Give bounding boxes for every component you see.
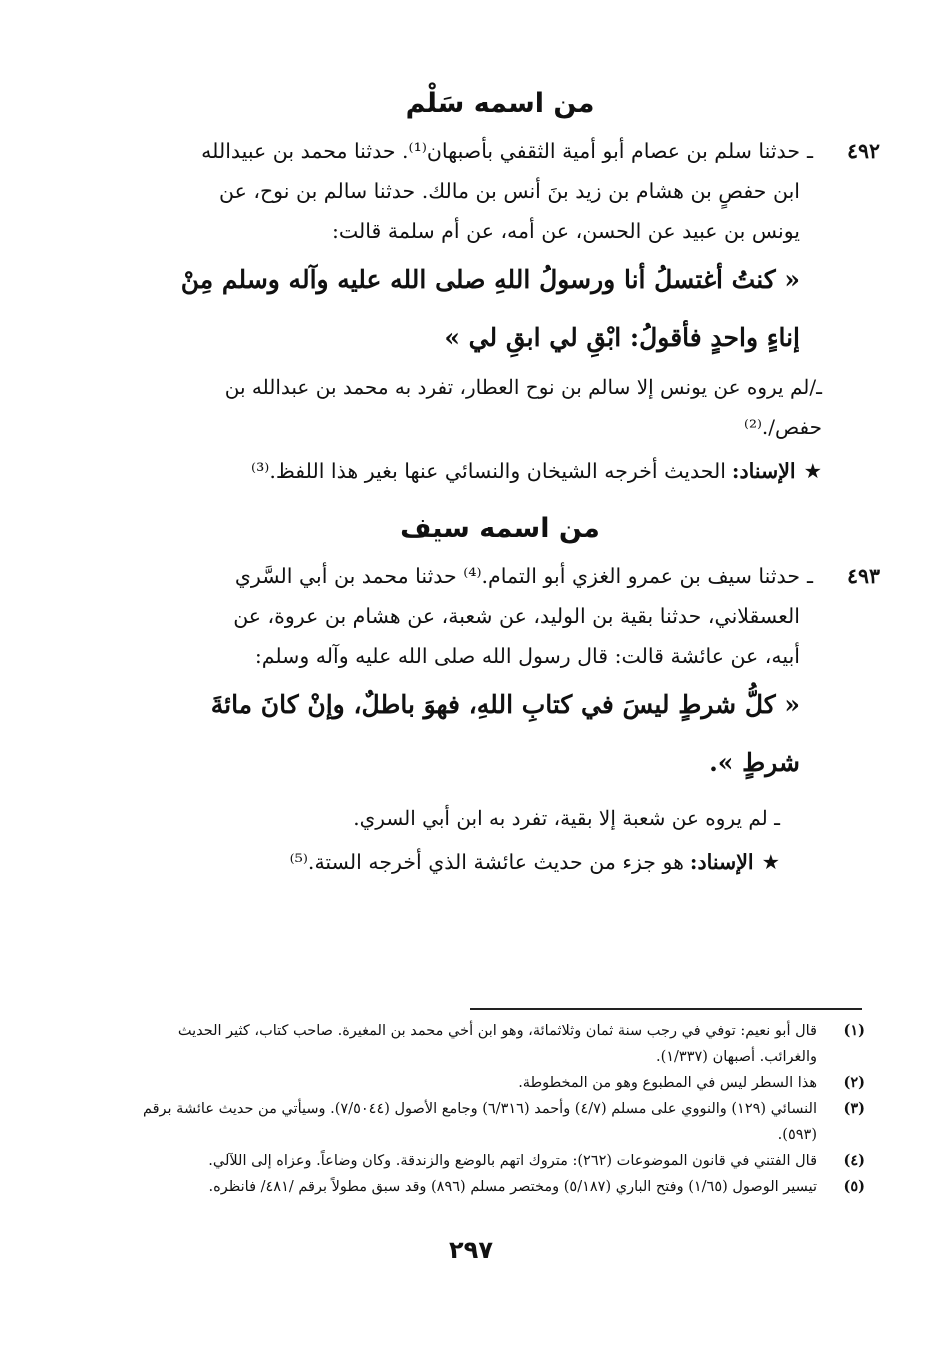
footnote-text: هذا السطر ليس في المطبوع وهو من المخطوطة. [518, 1075, 817, 1091]
hadith-text-line: شرطٍ ». [709, 748, 800, 777]
section-heading: من اسمه سيف [400, 513, 600, 544]
footnote-number: (٣) [843, 1100, 865, 1117]
footnote [120, 1096, 865, 1148]
hadith-entry-492 [120, 131, 880, 491]
chain-line: حدثنا سيف بن عمرو الغزي أبو التمام.⁽⁴⁾ حدثنا محمد بن أبي السَّري [234, 564, 800, 588]
hadith-text-line: إناءٍ واحدٍ فأقولُ: ابْقِ لي ابقِ لي » [444, 323, 800, 352]
footnote-number: (٢) [843, 1074, 865, 1091]
footnote [120, 1174, 865, 1200]
chain-line: ابن حفصٍ بن هشام بن زيد بنَ أنس بن مالك. حدثنا سالم بن نوح، عن [218, 179, 800, 203]
page-body [120, 70, 880, 888]
hadith-text-line: « كلُّ شرطٍ ليسَ في كتابِ اللهِ، فهوَ باطلٌ، وإنْ كانَ مائةَ [210, 690, 800, 719]
entry-dash: ـ [806, 139, 813, 163]
footnote-text: قال أبو نعيم: توفي في رجب سنة ثمان وثلاثمائة، وهو ابن أخي محمد بن المغيرة. صاحب كتاب، كثير الحديث والغرائب. أصبهان (١/٣٣٧). [177, 1023, 817, 1065]
star-icon: ★ [761, 850, 780, 874]
star-icon: ★ [803, 459, 822, 483]
footnote [120, 1070, 865, 1096]
entry-number: ٤٩٢ [846, 139, 880, 163]
isnad-text: الحديث أخرجه الشيخان والنسائي عنها بغير هذا اللفظ.⁽³⁾ [251, 459, 726, 483]
footnote [120, 1148, 865, 1174]
chain-line: حدثنا سلم بن عصام أبو أمية الثقفي بأصبهان⁽¹⁾. حدثنا محمد بن عبيدالله [201, 139, 800, 163]
footnote [120, 1018, 865, 1070]
isnad-line [120, 451, 880, 491]
footnote-number: (٤) [843, 1152, 865, 1169]
footnote-number: (٥) [843, 1178, 865, 1195]
chain-line: أبيه، عن عائشة قالت: قال رسول الله صلى الله عليه وآله وسلم: [254, 644, 800, 668]
footnote-text: قال الفتني في قانون الموضوعات (٢٦٢): متروك اتهم بالوضع والزندقة. وكان وضاعاً. وعزاه إلى اللآلي. [208, 1153, 817, 1169]
note-line: ـ/لم يروه عن يونس إلا سالم بن نوح العطار، تفرد به محمد بن عبدالله بن [224, 375, 822, 399]
footnote-text: النسائي (١٢٩) والنووي على مسلم (٤/٧) وأحمد (٦/٣١٦) وجامع الأصول (٧/٥٠٤٤). وسيأتي من حديث عائشة برقم (٥٩٣). [142, 1101, 817, 1143]
page-number: ٢٩٧ [449, 1236, 493, 1264]
note-line: حفص/.⁽²⁾ [744, 415, 822, 439]
footnote-text: تيسير الوصول (١/٦٥) وفتح الباري (٥/١٨٧) ومختصر مسلم (٨٩٦) وقد سبق مطولاً برقم /٤٨١/ فانظره. [208, 1179, 817, 1195]
hadith-entry-493 [120, 556, 880, 882]
isnad-label: الإسناد: [731, 459, 796, 483]
isnad-text: هو جزء من حديث عائشة الذي أخرجه الستة.⁽⁵⁾ [289, 850, 684, 874]
entry-number: ٤٩٣ [846, 564, 880, 588]
hadith-text-line: « كنتُ أغتسلُ أنا ورسولُ اللهِ صلى الله عليه وآله وسلم مِنْ [180, 265, 800, 294]
note-line: ـ لم يروه عن شعبة إلا بقية، تفرد به ابن أبي السري. [353, 806, 780, 830]
chain-line: يونس بن عبيد عن الحسن، عن أمه، عن أم سلمة قالت: [332, 219, 800, 243]
footnote-divider [470, 1008, 862, 1010]
entry-dash: ـ [806, 564, 813, 588]
footnote-number: (١) [843, 1022, 865, 1039]
footnotes [120, 1018, 865, 1200]
isnad-line [120, 842, 880, 882]
isnad-label: الإسناد: [689, 850, 754, 874]
section-heading: من اسمه سَلْم [405, 88, 595, 119]
chain-line: العسقلاني، حدثنا بقية بن الوليد، عن شعبة، عن هشام بن عروة، عن [233, 604, 800, 628]
